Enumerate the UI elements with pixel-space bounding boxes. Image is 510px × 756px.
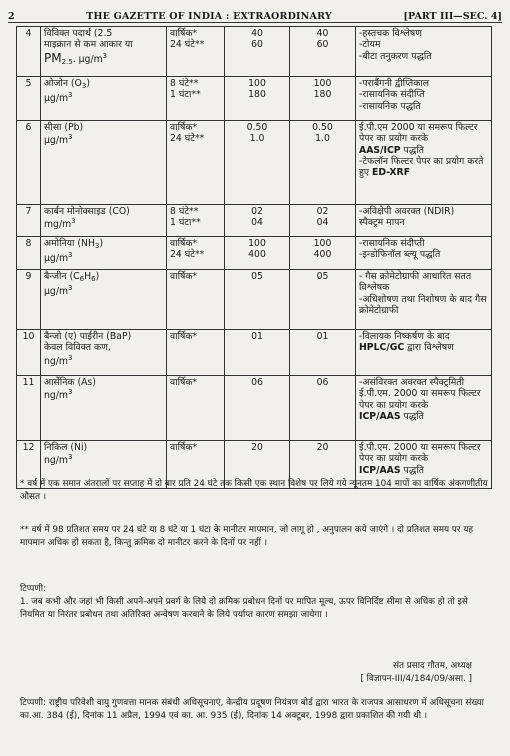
- pollutant-cell: बैन्जो (ए) पाईरीन (BaP) केवल विविक्त कण, $ng/m^3$: [41, 330, 167, 376]
- measurement-method: -हस्तचक विश्लेषण -टोयम -बीटा तनुकरण पद्धति: [356, 27, 492, 77]
- concentration-industrial: 01: [225, 330, 290, 376]
- pollutant-cell: ओजोन $(O_3)$ $\mu g/m^3$: [41, 77, 167, 121]
- table-row: [17, 330, 492, 376]
- daily-average-note: ** वर्ष में 98 प्रतिशत समय पर 24 घंटे या 8 घंटे या 1 घंटा के मानीटर मापमान, जो लागू हो , अनुपालन कये जाएंगे । दो प्रतिशत समय पर यह मापमान अधिक हो सकता है, किन्तु क्रमिक दो मानीटर करने के दिनों पर नहीं ।: [20, 525, 474, 548]
- time-weighted-average: वार्षिक*: [167, 376, 225, 441]
- table-row: [17, 77, 492, 121]
- pollutant-cell: सीसा (Pb) $\mu g/m^3$: [41, 121, 167, 205]
- measurement-method: -असंविरक्त अवरक्त स्पैक्ट्रमिती ई.पी.एम. 2000 या समरूप फिल्टर पेपर का प्रयोग करके ICP/AAS पद्धति: [356, 376, 492, 441]
- pollutant-cell: विविक्त पदार्थ (2.5 माइक्रान से कम आकार या $PM_{2.5}$. $\mu g/m^3$: [41, 27, 167, 77]
- concentration-industrial: 100 400: [225, 237, 290, 270]
- header-rule: [8, 22, 502, 23]
- gazette-title: THE GAZETTE OF INDIA : EXTRAORDINARY: [86, 11, 332, 22]
- serial-number: 11: [17, 376, 41, 441]
- concentration-industrial: 20: [225, 441, 290, 489]
- pollutant-standards-table: [16, 26, 492, 489]
- serial-number: 12: [17, 441, 41, 489]
- time-weighted-average: वार्षिक* 24 घंटे**: [167, 237, 225, 270]
- time-weighted-average: वार्षिक*: [167, 441, 225, 489]
- concentration-sensitive: 40 60: [290, 27, 356, 77]
- concentration-sensitive: 100 180: [290, 77, 356, 121]
- measurement-method: ई.पी.एम 2000 या समरूप फिल्टर पेपर का प्रयोग करके AAS/ICP पद्धति -टेफलॉन फिल्टर पेपर का प्रयोग करते हुए ED-XRF: [356, 121, 492, 205]
- measurement-method: ई.पी.एम. 2000 या समरूप फिल्टर पेपर का प्रयोग करके ICP/AAS पद्धति: [356, 441, 492, 489]
- part-section: [PART III—SEC. 4]: [403, 11, 502, 22]
- pollutant-cell: निकिल (Ni) $ng/m^3$: [41, 441, 167, 489]
- concentration-industrial: 40 60: [225, 27, 290, 77]
- measurement-method: -अविक्षेपी अवरक्त (NDIR) स्पैक्ट्रम मापन: [356, 205, 492, 237]
- concentration-sensitive: 20: [290, 441, 356, 489]
- page-number: 2: [8, 11, 15, 22]
- serial-number: 6: [17, 121, 41, 205]
- remarks-heading: टिप्पणी:: [20, 584, 47, 594]
- annual-average-note: * वर्ष में एक समान अंतरालों पर सप्ताह में दो बार प्रति 24 घंटे तक किसी एक स्थान विशेष पर लिये गये न्यूनतम 104 मापों का वार्षिक अंकगणीतीय औसत ।: [20, 479, 488, 502]
- serial-number: 10: [17, 330, 41, 376]
- measurement-method: -पराबैंगनी द्वीप्तिकाल -रासायनिक संदीप्ति -रासायनिक पद्धति: [356, 77, 492, 121]
- serial-number: 5: [17, 77, 41, 121]
- table-row: [17, 205, 492, 237]
- concentration-sensitive: 01: [290, 330, 356, 376]
- pollutant-cell: बैन्जीन $(C_6H_6)$ $\mu g/m^3$: [41, 270, 167, 330]
- time-weighted-average: 8 घंटे** 1 घंटा**: [167, 77, 225, 121]
- concentration-sensitive: 06: [290, 376, 356, 441]
- measurement-method: -विलायक निष्कर्षण के बाद HPLC/GC द्वारा विश्लेषण: [356, 330, 492, 376]
- serial-number: 9: [17, 270, 41, 330]
- concentration-industrial: 02 04: [225, 205, 290, 237]
- remark-1: 1. जब कभी और जहां भी किसी अपने-अपने प्रवर्ग के लिये दो क्रमिक प्रबोधन दिनों पर मापित मूल्य, ऊपर विनिर्दिष्ट सीमा से अधिक हो तो इसे नियमित या निरंतर प्रबोधन तथा अतिरिक्त अन्वेषण करवाने के लिये पर्याप्त कारण समझा जायेगा ।: [20, 596, 468, 620]
- signatory: संत प्रसाद गौतम, अध्यक्ष: [393, 661, 472, 671]
- pollutant-cell: आर्सेनिक (As) $ng/m^3$: [41, 376, 167, 441]
- concentration-industrial: 05: [225, 270, 290, 330]
- gazette-header: [8, 4, 502, 22]
- serial-number: 4: [17, 27, 41, 77]
- table-row: [17, 121, 492, 205]
- time-weighted-average: वार्षिक* 24 घंटे**: [167, 121, 225, 205]
- concentration-industrial: 100 180: [225, 77, 290, 121]
- concentration-industrial: 0.50 1.0: [225, 121, 290, 205]
- serial-number: 7: [17, 205, 41, 237]
- measurement-method: - गैस क्रोमेटोग्राफी आधारित सतत विश्लेषक -अधिशोषण तथा निशोषण के बाद गैस क्रोमेटोग्राफी: [356, 270, 492, 330]
- signature-block: [360, 660, 472, 686]
- table-row: [17, 27, 492, 77]
- publication-footnote: टिप्पणी: राष्ट्रीय परिवेशी वायु गुणवत्ता मानक संबंधी अधिसूचनाएं, केन्द्रीय प्रदूषण नियंत्रण बोर्ड द्वारा भारत के राजपत्र आसाधरण में अधिसूचना संख्या का.आ. 384 (ई), दिनांक 11 अप्रैल, 1994 एवं का. आ. 935 (ई), दिनांक 14 अक्टूबर, 1998 द्वारा प्रकाशित की गयी थी ।: [20, 698, 484, 721]
- pollutant-cell: कार्बन मोनोक्साइड (CO) $mg/m^3$: [41, 205, 167, 237]
- measurement-method: -रासायनिक संदीप्ती -इन्डोफिनॉल ब्ल्यू पद्धति: [356, 237, 492, 270]
- time-weighted-average: 8 घंटे** 1 घंटा**: [167, 205, 225, 237]
- serial-number: 8: [17, 237, 41, 270]
- time-weighted-average: वार्षिक*: [167, 330, 225, 376]
- table-row: [17, 270, 492, 330]
- table-row: [17, 237, 492, 270]
- concentration-industrial: 06: [225, 376, 290, 441]
- concentration-sensitive: 0.50 1.0: [290, 121, 356, 205]
- remarks-block: [20, 583, 492, 621]
- pollutant-cell: अमोनिया $(NH_3)$ $\mu g/m^3$: [41, 237, 167, 270]
- time-weighted-average: वार्षिक*: [167, 270, 225, 330]
- concentration-sensitive: 02 04: [290, 205, 356, 237]
- concentration-sensitive: 05: [290, 270, 356, 330]
- table-row: [17, 376, 492, 441]
- advertisement-reference: [ विज्ञापन-III/4/184/09/असा. ]: [360, 673, 472, 684]
- concentration-sensitive: 100 400: [290, 237, 356, 270]
- time-weighted-average: वार्षिक* 24 घंटे**: [167, 27, 225, 77]
